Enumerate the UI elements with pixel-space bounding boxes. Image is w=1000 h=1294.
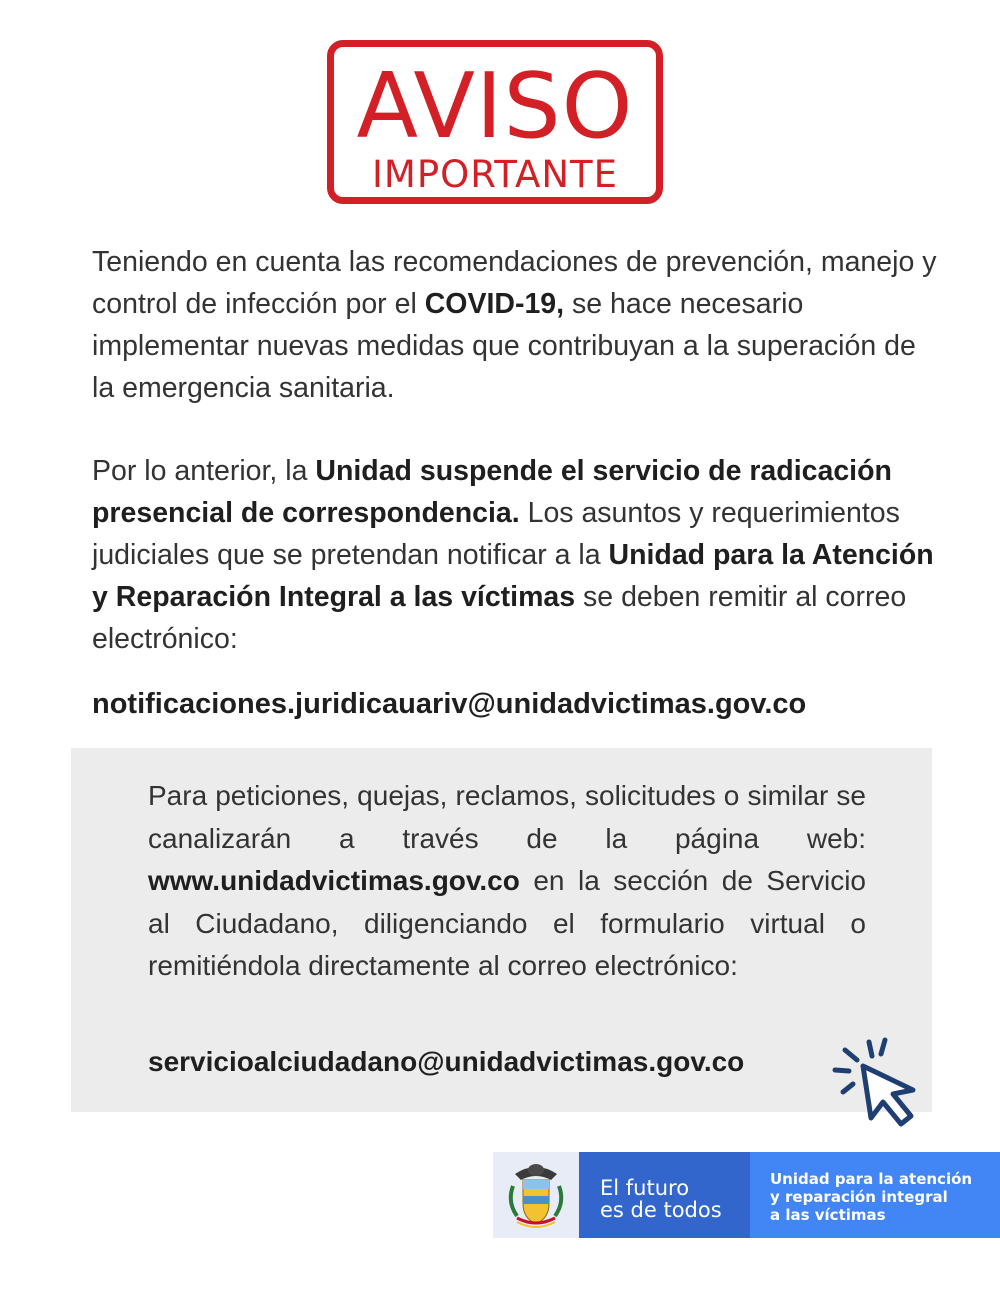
suspension-text-1: Por lo anterior, la — [92, 455, 316, 487]
footer-banner — [493, 1152, 1000, 1238]
suspension-bold-2: Unidad para la Atención y Reparación Integral a las víctimas — [92, 539, 934, 613]
colombia-coat-of-arms-icon — [493, 1152, 579, 1238]
slogan-line-2: es de todos — [600, 1198, 722, 1222]
aviso-subtitle: IMPORTANTE — [372, 153, 618, 196]
crest-block — [493, 1152, 579, 1238]
notifications-email[interactable]: notificaciones.juridicauariv@unidadvictimas.gov.co — [92, 688, 807, 720]
service-text-2: en la sección de Servicio al Ciudadano, diligenciando el formulario virtual o remitiéndola directamente al correo electrónico: — [148, 865, 866, 981]
suspension-text-3: se deben remitir al correo electrónico: — [92, 581, 907, 655]
website-link[interactable]: www.unidadvictimas.gov.co — [148, 865, 520, 896]
aviso-title: AVISO — [356, 54, 634, 159]
entity-line-3: a las víctimas — [770, 1206, 886, 1224]
entity-line-2: y reparación integral — [770, 1188, 948, 1206]
service-email[interactable]: servicioalciudadano@unidadvictimas.gov.co — [148, 1046, 745, 1077]
service-text-1: Para peticiones, quejas, reclamos, solicitudes o similar se canalizarán a través de la página web: — [148, 780, 866, 854]
intro-text-2: se hace necesario implementar nuevas medidas que contribuyan a la superación de la emergencia sanitaria. — [92, 288, 916, 404]
service-info-text — [148, 775, 866, 988]
service-info-panel — [71, 748, 932, 1112]
aviso-importante-badge — [327, 40, 663, 204]
suspension-bold-1: Unidad suspende el servicio de radicación presencial de correspondencia. — [92, 455, 892, 529]
intro-text-1: Teniendo en cuenta las recomendaciones de prevención, manejo y control de infección por el — [92, 246, 937, 320]
intro-paragraph — [92, 241, 942, 409]
entity-line-1: Unidad para la atención — [770, 1170, 973, 1188]
entity-block — [750, 1152, 1000, 1238]
suspension-text-2: Los asuntos y requerimientos judiciales que se pretendan notificar a la — [92, 497, 900, 571]
slogan-block — [579, 1152, 750, 1238]
pointer-click-icon — [831, 1034, 941, 1130]
intro-covid-bold: COVID-19, — [424, 288, 565, 320]
slogan-line-1: El futuro — [600, 1176, 690, 1200]
suspension-paragraph — [92, 450, 942, 660]
